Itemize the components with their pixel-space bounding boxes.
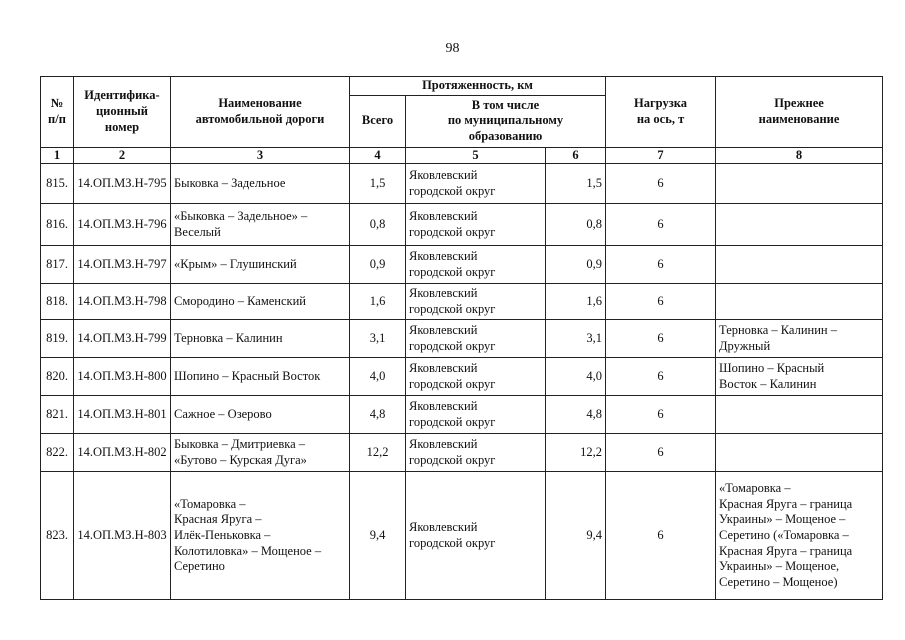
row-municipality: Яковлевский городской округ (406, 472, 546, 600)
header-row-1 (41, 77, 883, 96)
row-municipality: Яковлевский городской округ (406, 358, 546, 396)
row-id: 14.ОП.МЗ.Н-802 (74, 434, 171, 472)
row-road-name: Смородино – Каменский (171, 284, 350, 320)
table-row (41, 320, 883, 358)
row-municipality: Яковлевский городской округ (406, 434, 546, 472)
row-total-length: 1,5 (350, 164, 406, 204)
table-row (41, 434, 883, 472)
row-num: 820. (41, 358, 74, 396)
row-total-length: 4,8 (350, 396, 406, 434)
table-row (41, 164, 883, 204)
row-num: 823. (41, 472, 74, 600)
row-municipality: Яковлевский городской округ (406, 320, 546, 358)
col-number: 1 (41, 147, 74, 164)
row-axle-load: 6 (606, 472, 716, 600)
row-municipality: Яковлевский городской округ (406, 396, 546, 434)
table-row (41, 246, 883, 284)
row-road-name: «Быковка – Задельное» – Веселый (171, 204, 350, 246)
row-prev-name: Шопино – Красный Восток – Калинин (716, 358, 883, 396)
header-total: Всего (350, 95, 406, 147)
col-number: 6 (546, 147, 606, 164)
row-num: 818. (41, 284, 74, 320)
row-id: 14.ОП.МЗ.Н-797 (74, 246, 171, 284)
table-row (41, 204, 883, 246)
col-number: 3 (171, 147, 350, 164)
row-road-name: «Крым» – Глушинский (171, 246, 350, 284)
row-road-name: «Томаровка – Красная Яруга – Илёк-Пеньковка – Колотиловка» – Мощеное – Серетино (171, 472, 350, 600)
row-total-length: 3,1 (350, 320, 406, 358)
row-prev-name (716, 204, 883, 246)
header-axle: Нагрузка на ось, т (606, 77, 716, 148)
row-num: 816. (41, 204, 74, 246)
row-axle-load: 6 (606, 284, 716, 320)
header-incl: В том числе по муниципальному образованию (406, 95, 606, 147)
row-muni-length: 9,4 (546, 472, 606, 600)
row-axle-load: 6 (606, 204, 716, 246)
row-axle-load: 6 (606, 164, 716, 204)
row-axle-load: 6 (606, 246, 716, 284)
row-id: 14.ОП.МЗ.Н-799 (74, 320, 171, 358)
row-road-name: Быковка – Дмитриевка – «Бутово – Курская Дуга» (171, 434, 350, 472)
row-id: 14.ОП.МЗ.Н-796 (74, 204, 171, 246)
column-numbers-row (41, 147, 883, 164)
row-muni-length: 12,2 (546, 434, 606, 472)
row-muni-length: 1,5 (546, 164, 606, 204)
table-row (41, 472, 883, 600)
page-number: 98 (445, 41, 460, 56)
row-prev-name (716, 164, 883, 204)
col-number: 8 (716, 147, 883, 164)
row-total-length: 0,9 (350, 246, 406, 284)
row-municipality: Яковлевский городской округ (406, 246, 546, 284)
row-prev-name: «Томаровка – Красная Яруга – граница Украины» – Мощеное – Серетино («Томаровка – Красная Яруга – граница Украины» – Мощеное, Серетино – Мощеное) (716, 472, 883, 600)
col-number: 5 (406, 147, 546, 164)
row-total-length: 9,4 (350, 472, 406, 600)
row-muni-length: 0,8 (546, 204, 606, 246)
row-total-length: 4,0 (350, 358, 406, 396)
row-id: 14.ОП.МЗ.Н-800 (74, 358, 171, 396)
header-length-group: Протяженность, км (350, 77, 606, 96)
row-axle-load: 6 (606, 396, 716, 434)
table-row (41, 284, 883, 320)
row-municipality: Яковлевский городской округ (406, 204, 546, 246)
row-total-length: 0,8 (350, 204, 406, 246)
row-prev-name (716, 246, 883, 284)
row-num: 819. (41, 320, 74, 358)
row-num: 815. (41, 164, 74, 204)
col-number: 4 (350, 147, 406, 164)
table-row (41, 396, 883, 434)
row-axle-load: 6 (606, 434, 716, 472)
row-id: 14.ОП.МЗ.Н-803 (74, 472, 171, 600)
row-muni-length: 3,1 (546, 320, 606, 358)
row-num: 817. (41, 246, 74, 284)
col-number: 7 (606, 147, 716, 164)
row-total-length: 12,2 (350, 434, 406, 472)
row-prev-name (716, 396, 883, 434)
row-prev-name (716, 284, 883, 320)
row-id: 14.ОП.МЗ.Н-801 (74, 396, 171, 434)
row-muni-length: 1,6 (546, 284, 606, 320)
row-prev-name (716, 434, 883, 472)
col-number: 2 (74, 147, 171, 164)
row-municipality: Яковлевский городской округ (406, 284, 546, 320)
row-id: 14.ОП.МЗ.Н-795 (74, 164, 171, 204)
row-axle-load: 6 (606, 358, 716, 396)
header-prev: Прежнее наименование (716, 77, 883, 148)
row-id: 14.ОП.МЗ.Н-798 (74, 284, 171, 320)
row-road-name: Быковка – Задельное (171, 164, 350, 204)
header-num: № п/п (41, 77, 74, 148)
row-muni-length: 4,0 (546, 358, 606, 396)
row-road-name: Шопино – Красный Восток (171, 358, 350, 396)
row-road-name: Сажное – Озерово (171, 396, 350, 434)
row-municipality: Яковлевский городской округ (406, 164, 546, 204)
row-axle-load: 6 (606, 320, 716, 358)
row-muni-length: 0,9 (546, 246, 606, 284)
header-name: Наименование автомобильной дороги (171, 77, 350, 148)
table-row (41, 358, 883, 396)
row-road-name: Терновка – Калинин (171, 320, 350, 358)
roads-table (40, 76, 883, 600)
row-num: 821. (41, 396, 74, 434)
row-total-length: 1,6 (350, 284, 406, 320)
row-muni-length: 4,8 (546, 396, 606, 434)
row-num: 822. (41, 434, 74, 472)
row-prev-name: Терновка – Калинин – Дружный (716, 320, 883, 358)
header-id: Идентифика- ционный номер (74, 77, 171, 148)
